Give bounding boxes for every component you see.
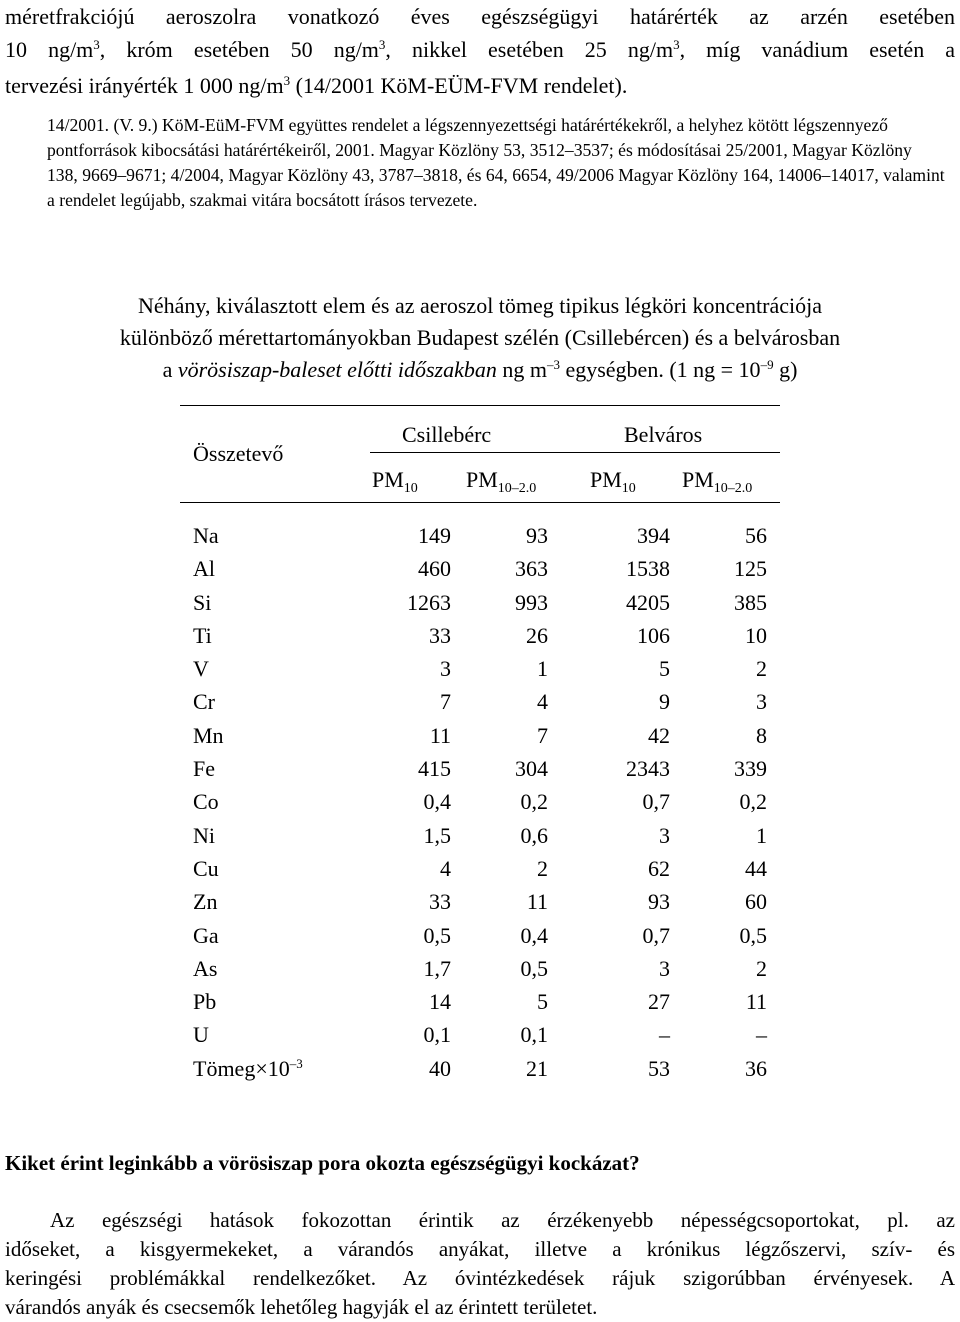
table-cell: 33 (429, 622, 451, 648)
intro-line-2: 10 $ng/m^3$, króm esetében 50 $ng/m^3$, nikkel esetében 25 $ng/m^3$, míg vanádium esetén a (5, 37, 956, 62)
table-cell: 3 (440, 656, 451, 682)
table-cell: 0,5 (520, 955, 548, 981)
question-heading (5, 1148, 955, 1178)
table-cell: 106 (637, 622, 670, 648)
table-cell: 11 (745, 989, 767, 1015)
table-cell: 415 (418, 756, 451, 782)
answer-line-2: időseket, a kisgyermekeket, a várandós anyákat, illetve a krónikus légzőszervi, szív- és (5, 1237, 955, 1261)
table-row (193, 1018, 773, 1051)
row-label: Fe (193, 756, 215, 782)
table-cell: 11 (429, 722, 451, 748)
table-row (193, 652, 773, 685)
table-row (193, 919, 773, 952)
table-cell: 339 (734, 756, 767, 782)
table-row (193, 885, 773, 918)
caption-italic-period: vörösiszap-baleset előtti időszakban (177, 357, 497, 382)
intro-paragraph (5, 0, 955, 105)
header-pm10-1: $PM_{10}$ (372, 467, 418, 496)
table-row (193, 719, 773, 752)
answer-line-3: keringési problémákkal rendelkezőket. Az óvintézkedések rájuk szigorúbban érvényesek. A (5, 1266, 955, 1290)
table-cell: 3 (659, 955, 670, 981)
table-cell: 11 (526, 889, 548, 915)
table-cell: 0,1 (520, 1022, 548, 1048)
table-cell: 4 (440, 855, 451, 881)
table-cell: 62 (648, 855, 670, 881)
question-text: Kiket érint leginkább a vörösiszap pora okozta egészségügyi kockázat? (5, 1151, 640, 1175)
table-cell: 4 (537, 689, 548, 715)
header-group-belvaros: Belváros (624, 422, 703, 447)
row-label: U (193, 1022, 209, 1048)
table-row (193, 785, 773, 818)
row-label: Si (193, 589, 212, 615)
table-cell: 3 (756, 689, 767, 715)
row-label: Cr (193, 689, 215, 715)
table-cell: 36 (745, 1055, 767, 1081)
table-cell: 993 (515, 589, 548, 615)
row-label-exponent: –3 (289, 1055, 303, 1071)
table-row (193, 586, 773, 619)
table-row (193, 819, 773, 852)
reference-text: 14/2001. (V. 9.) KöM-EüM-FVM együttes rendelet a légszennyezettségi határértékekről, a helyhez kötött légszennyező pontforrások kibocsátási határértékeiről, 2001. Magyar Közlöny 53, 3512–3537; és módosításai 25/2001, Magyar Közlöny 138, 9669–9671; 4/2004, Magyar Közlöny 43, 3787–3818, és 64, 6654, 49/2006 Magyar Közlöny 164, 14006–14017, valamint a rendelet legújabb, szakmai vitára bocsátott írásos tervezete. (47, 115, 945, 210)
row-label: Ga (193, 922, 219, 948)
table-cell: 33 (429, 889, 451, 915)
table-cell: 40 (429, 1055, 451, 1081)
table-cell: 1 (537, 656, 548, 682)
row-label: Tömeg×10 (193, 1055, 290, 1081)
table-row (193, 852, 773, 885)
table-cell: 0,5 (739, 922, 767, 948)
table-cell: 44 (745, 855, 767, 881)
table-row (193, 685, 773, 718)
row-label: Zn (193, 889, 218, 915)
table-cell: 0,2 (520, 789, 548, 815)
header-pm10-2-1: $PM_{10-2.0}$ (466, 467, 537, 496)
table-row (193, 552, 773, 585)
table-cell: 7 (440, 689, 451, 715)
intro-line-3: tervezési irányérték 1 000 $ng/m^3$ (14/2001 KöM-EÜM-FVM rendelet). (5, 73, 628, 98)
table-cell: 4205 (626, 589, 670, 615)
table-cell: 363 (515, 556, 548, 582)
table-row (193, 752, 773, 785)
header-pm10-2-2: $PM_{10-2.0}$ (682, 467, 753, 496)
table-cell: 1,5 (423, 822, 451, 848)
table-cell: – (756, 1022, 767, 1048)
caption-line-2: különböző mérettartományokban Budapest szélén (Csillebércen) és a belvárosban (119, 325, 841, 350)
table-cell: 0,4 (423, 789, 451, 815)
row-label: Al (193, 556, 215, 582)
table-cell: 385 (734, 589, 767, 615)
table-cell: 2343 (626, 756, 670, 782)
table-cell: 26 (526, 622, 548, 648)
table-cell: 2 (756, 656, 767, 682)
table-cell: 0,4 (520, 922, 548, 948)
table-cell: 21 (526, 1055, 548, 1081)
table-cell: 125 (734, 556, 767, 582)
row-label: Ti (193, 622, 212, 648)
table-cell: 10 (745, 622, 767, 648)
table-cell: 1,7 (423, 955, 451, 981)
table-cell: 3 (659, 822, 670, 848)
table-body (193, 519, 773, 1085)
answer-line-1: Az egészségi hatások fokozottan érintik az érzékenyebb népességcsoportokat, pl. az (50, 1208, 955, 1232)
row-label: V (193, 656, 209, 682)
table-cell: 0,7 (642, 922, 670, 948)
table-cell: 53 (648, 1055, 670, 1081)
table-row (193, 952, 773, 985)
row-label-group (193, 1052, 303, 1088)
table-row (193, 1052, 773, 1085)
table-cell: 56 (745, 523, 767, 548)
table-cell: 149 (418, 523, 451, 548)
table-top-rule (180, 405, 780, 406)
table-cell: 5 (659, 656, 670, 682)
row-label: As (193, 955, 218, 981)
table-cell: 93 (648, 889, 670, 915)
row-label: Mn (193, 722, 224, 748)
table-cell: 14 (429, 989, 451, 1015)
table-cell: – (659, 1022, 670, 1048)
table-cell: 2 (537, 855, 548, 881)
caption-line-1: Néhány, kiválasztott elem és az aeroszol tömeg tipikus légköri koncentrációja (138, 293, 822, 318)
answer-line-4: várandós anyák és csecsemők lehetőleg hagyják el az érintett területet. (5, 1295, 598, 1319)
row-label: Na (193, 523, 219, 548)
table-cell: 7 (537, 722, 548, 748)
table-cell: 27 (648, 989, 670, 1015)
table-header-rule (180, 502, 780, 503)
table-cell: 42 (648, 722, 670, 748)
table-cell: 460 (418, 556, 451, 582)
intro-line-1: méretfrakciójú aeroszolra vonatkozó éves egészségügyi határérték az arzén esetében (5, 4, 955, 29)
table-cell: 0,7 (642, 789, 670, 815)
table-cell: 0,5 (423, 922, 451, 948)
row-label: Co (193, 789, 219, 815)
table-cell: 304 (515, 756, 548, 782)
caption-line-3: a vörösiszap-baleset előtti időszakban ng $m^{-3}$ egységben. (1 ng = $10^{-9}$ g) (162, 357, 798, 382)
table-cell: 93 (526, 523, 548, 548)
table-row (193, 519, 773, 552)
table-cell: 8 (756, 722, 767, 748)
header-group-rule (370, 452, 780, 453)
table-cell: 0,1 (423, 1022, 451, 1048)
table-cell: 1538 (626, 556, 670, 582)
table-row (193, 985, 773, 1018)
table-cell: 5 (537, 989, 548, 1015)
table-cell: 60 (745, 889, 767, 915)
header-group-csilleberc: Csillebérc (402, 422, 492, 447)
row-label: Ni (193, 822, 215, 848)
answer-paragraph (5, 1206, 955, 1322)
table-cell: 0,2 (739, 789, 767, 815)
table-cell: 1 (756, 822, 767, 848)
table-cell: 394 (637, 523, 670, 548)
table-cell: 1263 (407, 589, 451, 615)
header-component: Összetevő (193, 441, 284, 466)
table-cell: 9 (659, 689, 670, 715)
reference-footnote (47, 113, 947, 213)
row-label: Cu (193, 855, 219, 881)
row-label: Pb (193, 989, 217, 1015)
table-cell: 2 (756, 955, 767, 981)
header-pm10-2: $PM_{10}$ (590, 467, 636, 496)
table-caption (40, 290, 920, 389)
table-cell: 0,6 (520, 822, 548, 848)
table-row (193, 619, 773, 652)
